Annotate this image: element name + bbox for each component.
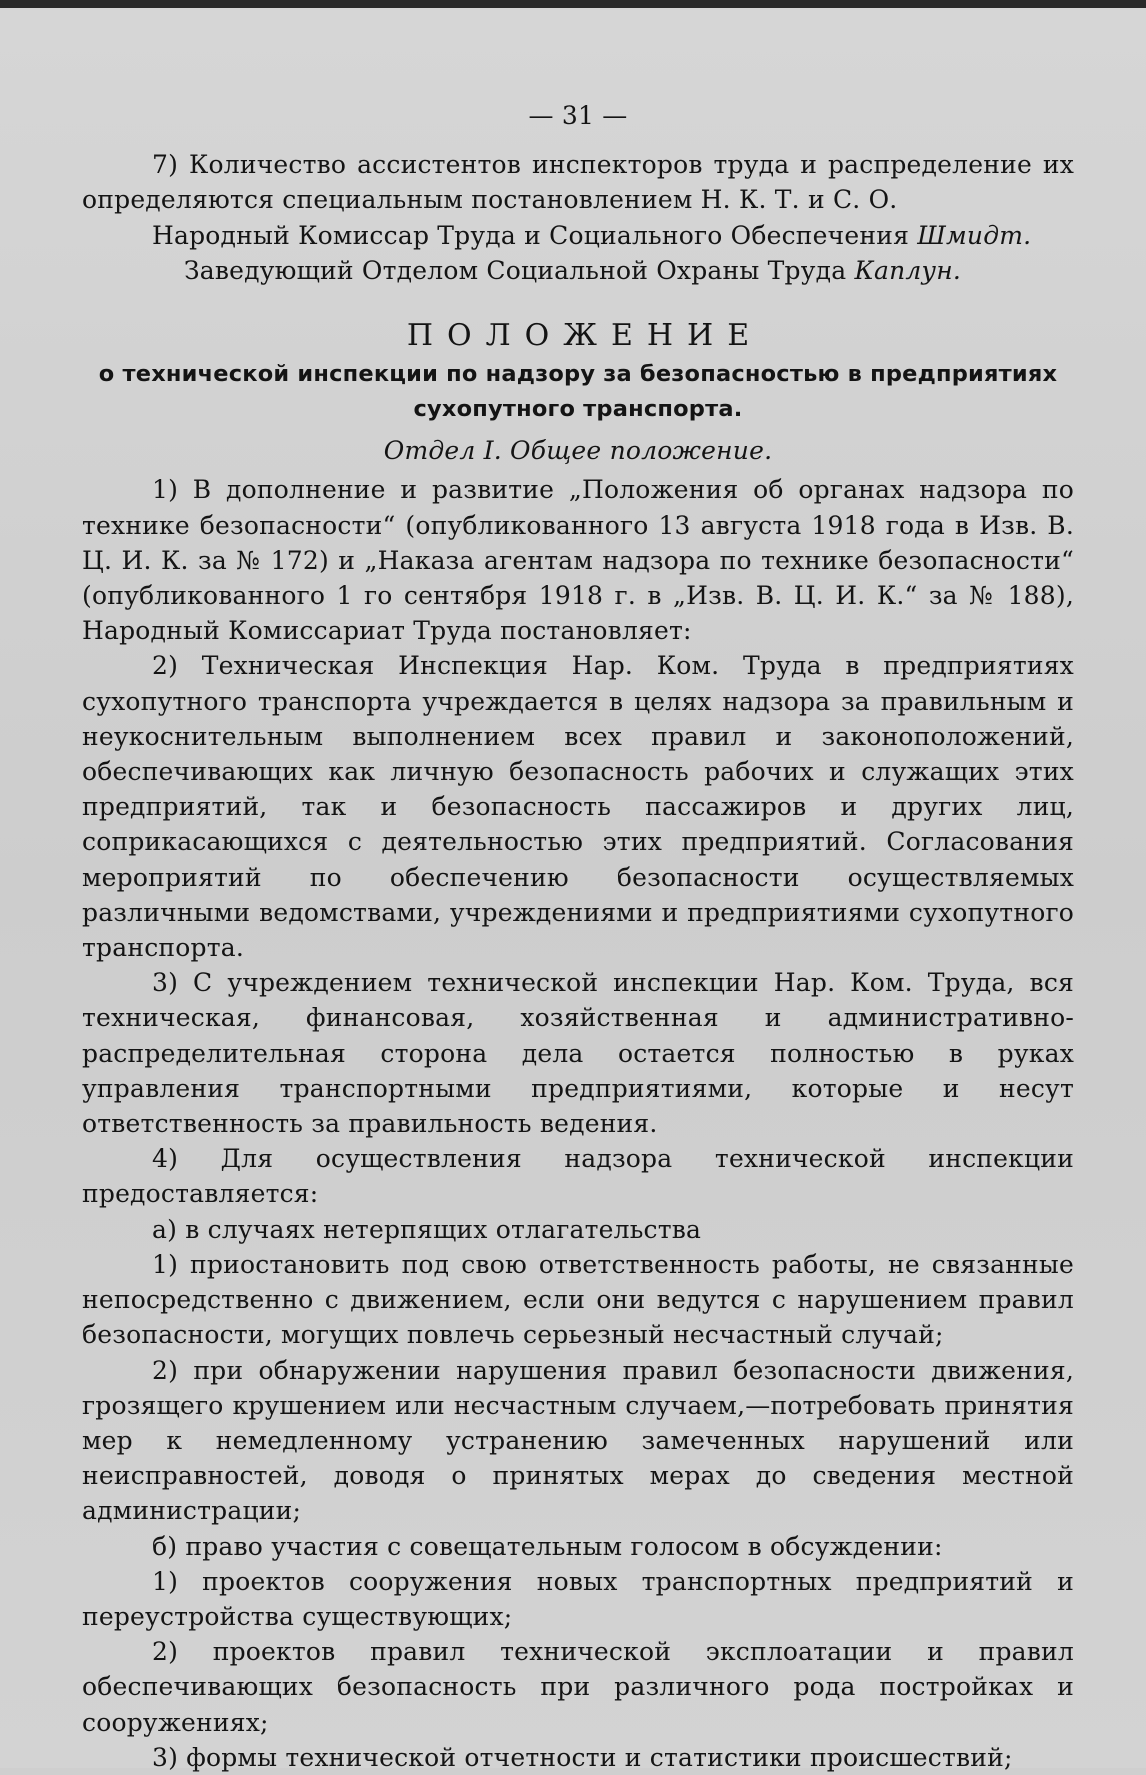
- paragraph: 3) С учреждением технической инспекции Нар. Ком. Труда, вся техническая, финансовая, хозяйственная и административно-распределительная сторона дела остается полностью в руках управления транспортными предприятиями, которые и несут ответственность за правильность ведения.: [82, 968, 1074, 1139]
- paragraph: 4) Для осуществления надзора технической инспекции предоставляется:: [82, 1144, 1074, 1209]
- signature-name-1: Шмидт.: [917, 220, 1032, 250]
- signature-name-2: Каплун.: [854, 255, 962, 285]
- page-number: — 31 —: [528, 101, 628, 130]
- section-title: Отдел I. Общее положение.: [383, 436, 773, 466]
- page-content: [82, 98, 1074, 1775]
- paragraph: 3) формы технической отчетности и статистики происшествий;: [152, 1742, 1013, 1772]
- signature-title-2: Заведующий Отделом Социальной Охраны Труда: [184, 255, 847, 285]
- paragraph-7: 7) Количество ассистентов инспекторов труда и распределение их определяются специальным постановлением Н. К. Т. и С. О.: [82, 150, 1074, 215]
- scan-edge: [0, 0, 1146, 8]
- document-subheading-line-1: о технической инспекции по надзору за безопасностью в предприятиях: [98, 361, 1058, 388]
- paragraph: а) в случаях нетерпящих отлагательства: [152, 1214, 702, 1244]
- paragraph: 2) проектов правил технической эксплоатации и правил обеспечивающих безопасность при различного рода постройках и сооружениях;: [82, 1637, 1074, 1737]
- signature-line-2: [82, 253, 1074, 288]
- document-heading: ПОЛОЖЕНИЕ: [406, 318, 764, 354]
- signature-line-1: [82, 218, 1074, 253]
- paragraph: 2) при обнаружении нарушения правил безопасности движения, грозящего крушением или несчастным случаем,—потребовать принятия мер к немедленному устранению замеченных нарушений или неисправностей, доводя о принятых мерах до сведения местной администрации;: [82, 1355, 1074, 1526]
- paragraph: 2) Техническая Инспекция Нар. Ком. Труда в предприятиях сухопутного транспорта учреждается в целях надзора за правильным и неукоснительным выполнением всех правил и законоположений, обеспечивающих как личную безопасность рабочих и служащих этих предприятий, так и безопасность пассажиров и других лиц, соприкасающихся с деятельностью этих предприятий. Согласования мероприятий по обеспечению безопасности осуществляемых различными ведомствами, учреждениями и предприятиями сухопутного транспорта.: [82, 651, 1074, 963]
- signature-title-1: Народный Комиссар Труда и Социального Обеспечения: [152, 220, 910, 250]
- document-subheading-line-2: сухопутного транспорта.: [413, 396, 743, 423]
- paragraph: 1) проектов сооружения новых транспортных предприятий и переустройства существующих;: [82, 1566, 1074, 1631]
- paragraph: 1) В дополнение и развитие „Положения об органах надзора по технике безопасности“ (опубликованного 13 августа 1918 года в Изв. В. Ц. И. К. за № 172) и „Наказа агентам надзора по технике безопасности“ (опубликованного 1 го сентября 1918 г. в „Изв. В. Ц. И. К.“ за № 188), Народный Комиссариат Труда постановляет:: [82, 475, 1074, 646]
- paragraph: б) право участия с совещательным голосом в обсуждении:: [152, 1531, 943, 1561]
- paragraph: 1) приостановить под свою ответственность работы, не связанные непосредственно с движением, если они ведутся с нарушением правил безопасности, могущих повлечь серьезный несчастный случай;: [82, 1249, 1074, 1350]
